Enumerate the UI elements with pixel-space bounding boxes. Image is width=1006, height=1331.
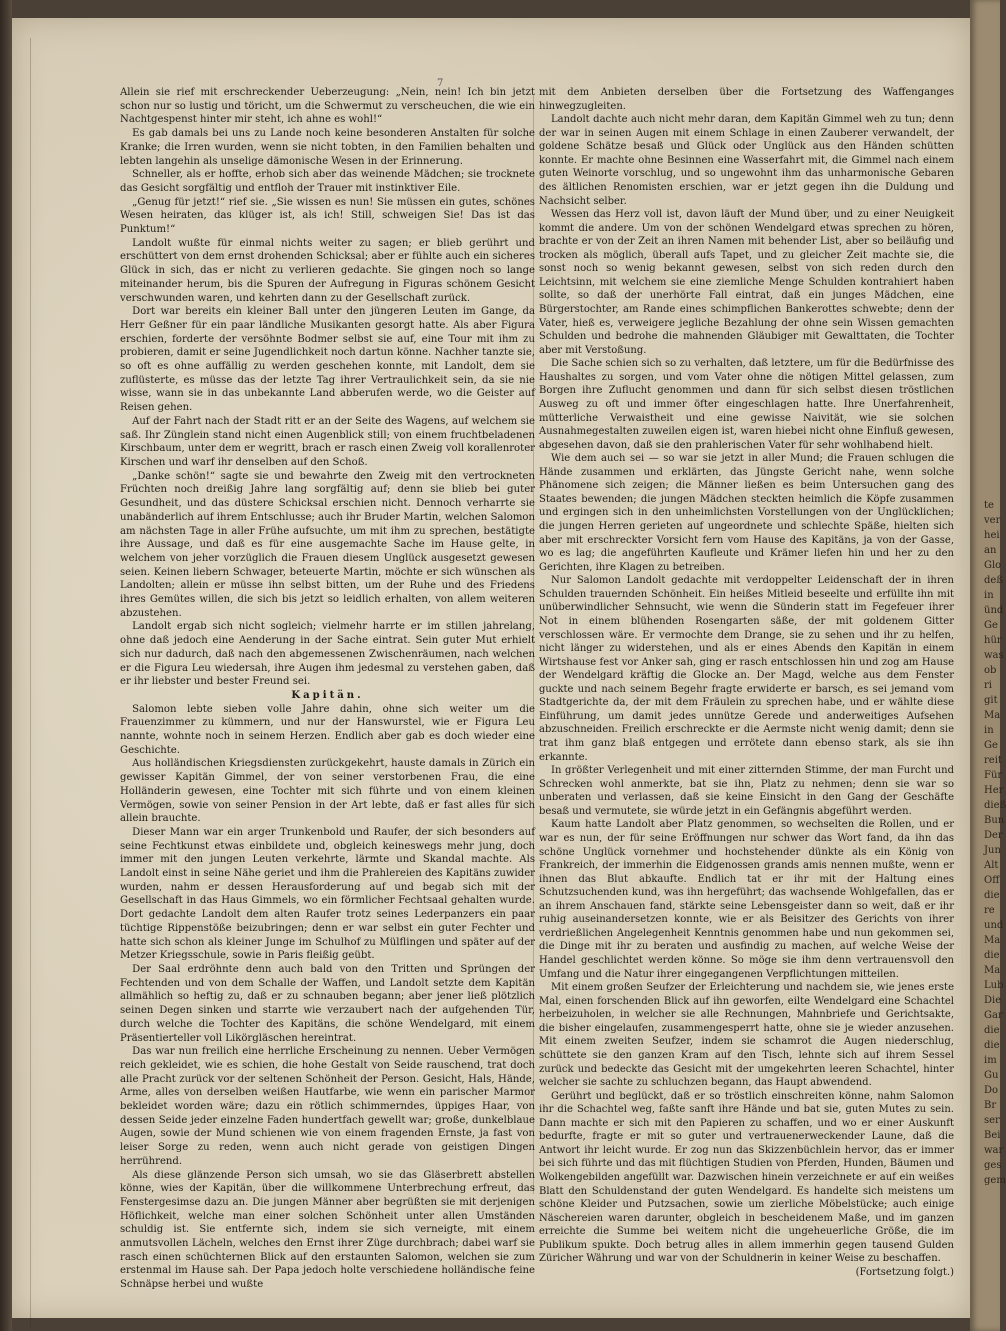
paragraph: Wie dem auch sei — so war sie jetzt in aller Mund; die Frauen schlugen die Hände zusammen und erklärten, das Jüngste Gericht nahe, wenn solche Phänomene sich zeigen; die Männer ließen es beim Untersuchen gang des Staates bewenden; die jungen Mädchen steckten heimlich die Köpfe zusammen und ergingen sich in den unheimlichsten Vorstellungen von der Unglücklichen; die jungen Herren gerieten auf ungeordnete und schlechte Späße, hielten sich aber mit erschreckter Vorsicht fern vom Hause des Kapitäns, ja von der Gasse, wo es lag; die angeführten Kaufleute und Krämer liefen hin und her zu den Gerichten, ihre Klagen zu betreiben.: [539, 453, 954, 573]
adjacent-page-fragment: in: [984, 590, 994, 601]
adjacent-page-fragment: die: [984, 1040, 1000, 1051]
adjacent-page-fragment: was: [984, 650, 1004, 661]
paragraph: Landolt dachte auch nicht mehr daran, dem Kapitän Gimmel weh zu tun; denn der war in seinen Augen mit einem Schlage in einen Zauberer verwandelt, der goldene Schätze besaß und Glück oder Unglück aus den Händen schütten konnte. Er machte ohne Besinnen eine Wasserfahrt mit, die Gimmel nach einem guten Weinorte vorschlug, und so ungewohnt ihm das unharmonische Gebaren des ältlichen Renomisten erschien, war er jetzt gegen ihn die Duldung und Nachsicht selber.: [539, 114, 954, 207]
adjacent-page-fragment: hür: [984, 635, 1002, 646]
right-column: [539, 86, 954, 1280]
adjacent-page-fragment: re: [984, 905, 995, 916]
adjacent-page-fragment: Lub: [984, 980, 1004, 991]
adjacent-page-fragment: Glo: [984, 560, 1002, 571]
adjacent-page-fragment: dieß: [984, 800, 1006, 811]
adjacent-page-fragment: ob: [984, 665, 997, 676]
paragraph: Es gab damals bei uns zu Lande noch keine besonderen Anstalten für solche Kranke; die Irren wurden, wenn sie nicht tobten, in den Familien behalten und lebten langehin als unselige dämonische Wesen in der Erinnerung.: [120, 128, 535, 167]
paragraph: Salomon lebte sieben volle Jahre dahin, ohne sich weiter um die Frauenzimmer zu kümmern, und nur der Hanswurstel, wie er Figura Leu nannte, wohnte noch in seinem Herzen. Endlich aber gab es doch wieder eine Geschichte.: [120, 703, 535, 756]
adjacent-page-fragment: Ge: [984, 620, 998, 631]
adjacent-page-fragment: ri: [984, 680, 992, 691]
adjacent-page-fragment: ser: [984, 1115, 1000, 1126]
section-heading: Kapitän.: [291, 689, 364, 701]
adjacent-page-fragment: Bun: [984, 815, 1005, 826]
paragraph: Landolt ergab sich nicht sogleich; vielmehr harrte er im stillen jahrelang, ohne daß jedoch eine Aenderung in der Sache eintrat. Sein guter Mut erhielt sich nur dadurch, daß nach den abgemessenen Zwischenräumen, nach welchen er die Figura Leu wiedersah, ihre Augen ihm jedesmal zu verstehen gaben, daß er ihr liebster und bester Freund sei.: [120, 621, 535, 688]
newspaper-page: [12, 18, 970, 1318]
adjacent-page-fragment: die: [984, 950, 1000, 961]
paragraph: Wessen das Herz voll ist, davon läuft der Mund über, und zu einer Neuigkeit kommt die andere. Um von der schönen Wendelgard etwas sprechen zu hören, brachte er von der Zeit an ihren Namen mit behender List, aber so beiläufig und trocken als möglich, überall aufs Tapet, und zu gleicher Zeit machte sie, die sonst noch so wenig bekannt gewesen, selbst von sich reden durch den Leichtsinn, mit welchem sie eine ziemliche Menge Schulden kontrahiert haben sollte, so daß der unerhörte Fall eintrat, daß ein junges Mädchen, eine Bürgerstochter, am Rande eines schimpflichen Bankerottes schwebte; denn der Vater, hieß es, verweigere jegliche Bezahlung der ohne sein Wissen gemachten Schulden und bedrohe die mahnenden Gläubiger mit Gewalttaten, die Tochter aber mit Verstoßung.: [539, 209, 954, 356]
adjacent-page-fragment: Die: [984, 995, 1002, 1006]
page-edge-line: [30, 38, 31, 1328]
adjacent-page-fragment: und: [984, 920, 1004, 931]
adjacent-page-fragment: Ge: [984, 740, 998, 751]
adjacent-page-fragment: Br: [984, 1100, 997, 1111]
adjacent-page-fragment: Ma: [984, 710, 1001, 721]
adjacent-page-fragment: Der: [984, 830, 1003, 841]
adjacent-page-fragment: Für: [984, 770, 1003, 781]
paragraph: Als diese glänzende Person sich umsah, wo sie das Gläserbrett abstellen könne, wies der Kapitän, über die willkommene Unterbrechung erfreut, das Fenstergesimse dazu an. Die jungen Männer aber begrüßten sie mit derjenigen Höflichkeit, welche man einer solchen Schönheit unter allen Umständen schuldig ist. Sie entfernte sich, indem sie sich verneigte, mit einem anmutsvollen Lächeln, welches den Ernst ihrer Züge durchbrach; dabei warf sie rasch einen schüchternen Blick auf den erstaunten Salomon, welchen sie zum erstenmal im Hause sah. Der Papa jedoch holte verschiedene holländische feine Schnäpse herbei und wußte: [120, 1169, 535, 1291]
paragraph: Allein sie rief mit erschreckender Ueberzeugung: „Nein, nein! Ich bin jetzt schon nur so lustig und töricht, um die Schwermut zu verscheuchen, die wie ein Nachtgespenst hinter mir steht, ich ahne es wohl!“: [120, 87, 535, 126]
adjacent-page-fragment: die: [984, 1025, 1000, 1036]
adjacent-page-fragment: die: [984, 890, 1000, 901]
adjacent-page-fragment: in: [984, 725, 994, 736]
adjacent-page-fragment: te: [984, 500, 994, 511]
paragraph: Mit einem großen Seufzer der Erleichterung und nachdem sie, wie jenes erste Mal, einen forschenden Blick auf ihn geworfen, eilte Wendelgard eine Schachtel herbeizuholen, in welcher sie alle Rechnungen, Mahnbriefe und Gerichtsakte, die bisher eingelaufen, zusammengesperrt hatte, ohne sie je wieder anzusehen. Mit einem zweiten Seufzer, indem sie schamrot die Augen niederschlug, schüttete sie den ganzen Kram auf den Tisch, lehnte sich auf ihrem Sessel zurück und bedeckte das Gesicht mit der umgekehrten leeren Schachtel, hinter welcher sie sachte zu schluchzen begann, das Haupt abwendend.: [539, 982, 954, 1089]
paragraph: „Danke schön!“ sagte sie und bewahrte den Zweig mit den vertrockneten Früchten noch dreißig Jahre lang sorgfältig auf; denn sie blieb bei guter Gesundheit, und das düstere Schicksal erschien nicht. Dennoch verharrte sie unabänderlich auf ihrem Entschlusse; auch ihr Bruder Martin, welchen Salomon am nächsten Tage in aller Frühe aufsuchte, um mit ihm zu sprechen, bestätigte ihre Aussage, und daß es für eine ausgemachte Sache im Hause gelte, in welchem von jeher vorzüglich die Frauen diesem Unglück ausgesetzt gewesen seien. Keinen liebern Schwager, beteuerte Martin, möchte er sich wünschen als Landolten; allein er müsse ihn selbst bitten, um der Ruhe und des Friedens ihres Gemütes willen, die sich bis jetzt so leidlich erhalten, von allem weiteren abzustehen.: [120, 470, 535, 619]
book-spine: [0, 0, 12, 1331]
adjacent-page-fragment: hei: [984, 530, 1000, 541]
adjacent-page-fragment: deß: [984, 575, 1003, 586]
left-column: [120, 86, 535, 1292]
paragraph: Landolt wußte für einmal nichts weiter zu sagen; er blieb gerührt und erschüttert von dem ernst drohenden Schicksal; aber er fühlte auch ein sicheres Glück in sich, das er nicht zu verlieren gedachte. Sie gingen noch so lange miteinander herum, bis die Spuren der Aufregung in Figuras schönem Gesicht verschwunden waren, und kehrten dann zu der Gesellschaft zurück.: [120, 237, 535, 304]
paragraph: Dort war bereits ein kleiner Ball unter den jüngeren Leuten im Gange, da Herr Geßner für ein paar ländliche Musikanten gesorgt hatte. Als aber Figura erschien, forderte der versöhnte Bodmer selbst sie auf, eine Tour mit ihm zu probieren, damit er seine Jugendlichkeit noch dartun könne. Nachher tanzte sie, so oft es ohne auffällig zu werden geschehen konnte, mit Landolt, dem sie zuflüsterte, es müsse das der letzte Tag ihrer Vertraulichkeit sein, da sie nie wisse, wann sie in das unbekannte Land abberufen werde, wo die Geister auf Reisen gehen.: [120, 306, 535, 414]
paragraph: „Genug für jetzt!“ rief sie. „Sie wissen es nun! Sie müssen ein gutes, schönes Wesen heiraten, das klüger ist, als ich! Still, schweigen Sie! Das ist das Punktum!“: [120, 196, 535, 236]
adjacent-page-fragment: ünd: [984, 605, 1004, 616]
paragraph: Kaum hatte Landolt aber Platz genommen, so wechselten die Rollen, und er war es nun, der für seine Eröffnungen nur schwer das Wort fand, da ihn das schöne Unglück vornehmer und hochstehender dünkte als ein König von Frankreich, der immerhin die Eidgenossen grands amis nennen mußte, wenn er ihnen das Blut abkaufte. Endlich tat er ihr mit der Haltung eines Schutzsuchenden kund, was ihn hergeführt; das wachsende Wohlgefallen, das er an ihrem Anschauen fand, stärkte seine Lebensgeister dann so weit, daß er ihr ruhig auseinandersetzen konnte, wie er als Beisitzer des Gerichts von ihrer verdrießlichen Angelegenheit Kenntnis genommen habe und nun gekommen sei, die Dinge mit ihr zu beraten und ausfindig zu machen, auf welche Weise der Handel geschlichtet werden könne. So möge sie ihm denn vertrauensvoll den Umfang und die Natur ihrer eingegangenen Verpflichtungen mitteilen.: [539, 819, 954, 980]
adjacent-page-fragment: gem: [984, 1175, 1006, 1186]
adjacent-page-fragment: Ma: [984, 965, 1001, 976]
paragraph: In größter Verlegenheit und mit einer zitternden Stimme, der man Furcht und Schrecken wohl anmerkte, bat sie ihn, Platz zu nehmen; denn sie war so unberaten und verlassen, daß sie keine Einsicht in den Gang der Geschäfte besaß und vermutete, sie würde jetzt in ein Gefängnis abgeführt werden.: [539, 765, 954, 817]
adjacent-page-fragment: war: [984, 1145, 1004, 1156]
adjacent-page-fragment: reit: [984, 755, 1002, 766]
adjacent-page-fragment: Jun: [984, 845, 1001, 856]
paragraph: Schneller, als er hoffte, erhob sich aber das weinende Mädchen; sie trocknete das Gesicht sorgfältig und entfloh der Trauer mit instinktiver Eile.: [120, 169, 535, 194]
adjacent-page-fragment: Off: [984, 875, 1000, 886]
paragraph: Auf der Fahrt nach der Stadt ritt er an der Seite des Wagens, auf welchem sie saß. Ihr Zünglein stand nicht einen Augenblick still; von einem fruchtbeladenen Kirschbaum, unter dem er wegritt, brach er rasch einen Zweig voll korallenroter Kirschen und warf ihr denselben auf den Schoß.: [120, 415, 535, 468]
continuation-note: (Fortsetzung folgt.): [855, 1266, 954, 1278]
paragraph: Das war nun freilich eine herrliche Erscheinung zu nennen. Ueber Vermögen reich gekleidet, wie es schien, die hohe Gestalt von Seide rauschend, trat doch alle Pracht zurück vor der seltenen Schönheit der Person. Gesicht, Hals, Hände, Arme, alles von derselben weißen Hautfarbe, wie wenn ein parischer Marmor bekleidet worden wäre; dazu ein rötlich schimmerndes, üppiges Haar, von dessen Seide jeder einzelne Faden hundertfach gewellt war; große, dunkelblaue Augen, sowie der Mund schienen wie von einem fragenden Ernste, ja fast von leiser Sorge zu reden, wenn auch nicht gerade von geistigen Dingen herrührend.: [120, 1046, 535, 1167]
adjacent-page-fragment: an: [984, 545, 997, 556]
paragraph: Aus holländischen Kriegsdiensten zurückgekehrt, hauste damals in Zürich ein gewisser Kapitän Gimmel, der von seiner verstorbenen Frau, die eine Holländerin gewesen, eine Tochter mit sich führte und von einem kleinen Vermögen, sowie von seiner Pension in der Art lebte, daß er fast alles für sich allein brauchte.: [120, 758, 535, 825]
adjacent-page-fragment: git: [984, 695, 998, 706]
paragraph: Gerührt und beglückt, daß er so tröstlich einschreiten könne, nahm Salomon ihr die Schachtel weg, faßte sanft ihre Hände und bat sie, guten Mutes zu sein. Dann machte er sich mit den Papieren zu schaffen, und wo er einer Auskunft bedurfte, fragte er mit so guter und vertrauenerweckender Laune, daß die Antwort ihr leicht wurde. Er zog nun das Skizzenbüchlein hervor, das er immer bei sich führte und das mit flüchtigen Studien von Pferden, Hunden, Bäumen und Wolkengebilden angefüllt war. Dazwischen hinein verzeichnete er auf ein weißes Blatt den Schuldenstand der guten Wendelgard. Es handelte sich meistens um schöne Kleider und Putzsachen, sowie um zierliche Möbelstücke; auch einige Näschereien waren darunter, obgleich in bescheidenem Maße, und im ganzen erreichte die Summe bei weitem nicht die ungeheuerliche Größe, die im Publikum spukte. Doch betrug alles in allem immerhin gegen tausend Gulden Züricher Währung und war von der Schuldnerin in keiner Weise zu beschaffen.: [539, 1090, 954, 1265]
adjacent-page-fragment: ver: [984, 515, 1001, 526]
adjacent-page-fragment: im: [984, 1055, 997, 1066]
adjacent-page-edge: [970, 0, 1006, 1331]
adjacent-page-fragment: ges: [984, 1160, 1002, 1171]
paragraph: Die Sache schien sich so zu verhalten, daß letztere, um für die Bedürfnisse des Haushaltes zu sorgen, und vom Vater ohne die nötigen Mittel gelassen, zum Borgen ihre Zuflucht genommen und dann für sich selbst diesen tröstlichen Ausweg zu oft und immer öfter eingeschlagen hatte. Ihre Unerfahrenheit, mütterliche Verwaistheit und eine gewisse Naivität, wie sie solchen Ausnahmegestalten zuweilen eigen ist, waren hiebei nicht ohne Einfluß gewesen, abgesehen davon, daß sie den prahlerischen Vater für sehr wohlhabend hielt.: [539, 358, 954, 451]
adjacent-page-fragment: Gar: [984, 1010, 1003, 1021]
adjacent-page-fragment: Ma: [984, 935, 1001, 946]
adjacent-page-fragment: Gu: [984, 1070, 999, 1081]
paragraph: Dieser Mann war ein arger Trunkenbold und Raufer, der sich besonders auf seine Fechtkunst etwas einbildete und, obgleich keineswegs mehr jung, doch immer mit den jungen Leuten verkehrte, lärmte und Skandal machte. Als Landolt einst in seine Nähe geriet und ihm die Prahlereien des Kapitäns zuwider wurden, nahm er dessen Herausforderung auf und begab sich mit der Gesellschaft in das Haus Gimmels, wo ein förmlicher Fechtsaal gehalten wurde. Dort gedachte Landolt dem alten Raufer trotz seines Lederpanzers ein paar tüchtige Rippenstöße beizubringen; denn er war selbst ein guter Fechter und hatte sich schon als kleiner Junge im Schulhof zu Mülflingen und später auf der Metzer Kriegsschule, sowie in Paris fleißig geübt.: [120, 826, 535, 962]
paragraph: Der Saal erdröhnte denn auch bald von den Tritten und Sprüngen der Fechtenden und von dem Schalle der Waffen, und Landolt setzte dem Kapitän allmählich so heftig zu, daß er zu schnauben begann; aber jener ließ plötzlich seinen Degen sinken und starrte wie verzaubert nach der aufgehenden Tür, durch welche die Tochter des Kapitäns, die schöne Wendelgard, mit einem Präsentierteller voll Likörgläschen hereintrat.: [120, 964, 535, 1044]
adjacent-page-fragment: Do: [984, 1085, 999, 1096]
page-number: 7: [437, 78, 444, 89]
adjacent-page-fragment: Her: [984, 785, 1004, 796]
adjacent-page-fragment: Bei: [984, 1130, 1001, 1141]
adjacent-page-fragment: Alt: [984, 860, 999, 871]
paragraph: Nur Salomon Landolt gedachte mit verdoppelter Leidenschaft der in ihren Schulden trauernden Schönheit. Ein heißes Mitleid beseelte und erfüllte ihn mit unüberwindlicher Sehnsucht, wie wenn die Sünderin statt im Fegefeuer ihrer Not in einem blühenden Rosengarten säße, der mit goldenem Gitter verschlossen wäre. Er vermochte dem Drange, sie zu sehen und ihr zu helfen, nicht länger zu widerstehen, und als er eines Abends den Kapitän in einem Wirtshause fest vor Anker sah, ging er rasch entschlossen hin und zog am Hause der Wendelgard kräftig die Glocke an. Der Magd, welche aus dem Fenster guckte und nach seinem Begehr fragte erwiderte er barsch, es sei jemand vom Stadtgerichte da, der mit dem Fräulein zu sprechen habe, und er wählte diese Einführung, um damit jedes unnütze Gerede und anderweitiges Aufsehen abzuschneiden. Freilich erschreckte er die Aermste nicht wenig damit; denn sie trat ihm ganz blaß entgegen und errötete dann ebenso stark, als sie ihn erkannte.: [539, 575, 954, 763]
paragraph: mit dem Anbieten derselben über die Fortsetzung des Waffenganges hinwegzugleiten.: [539, 87, 954, 112]
